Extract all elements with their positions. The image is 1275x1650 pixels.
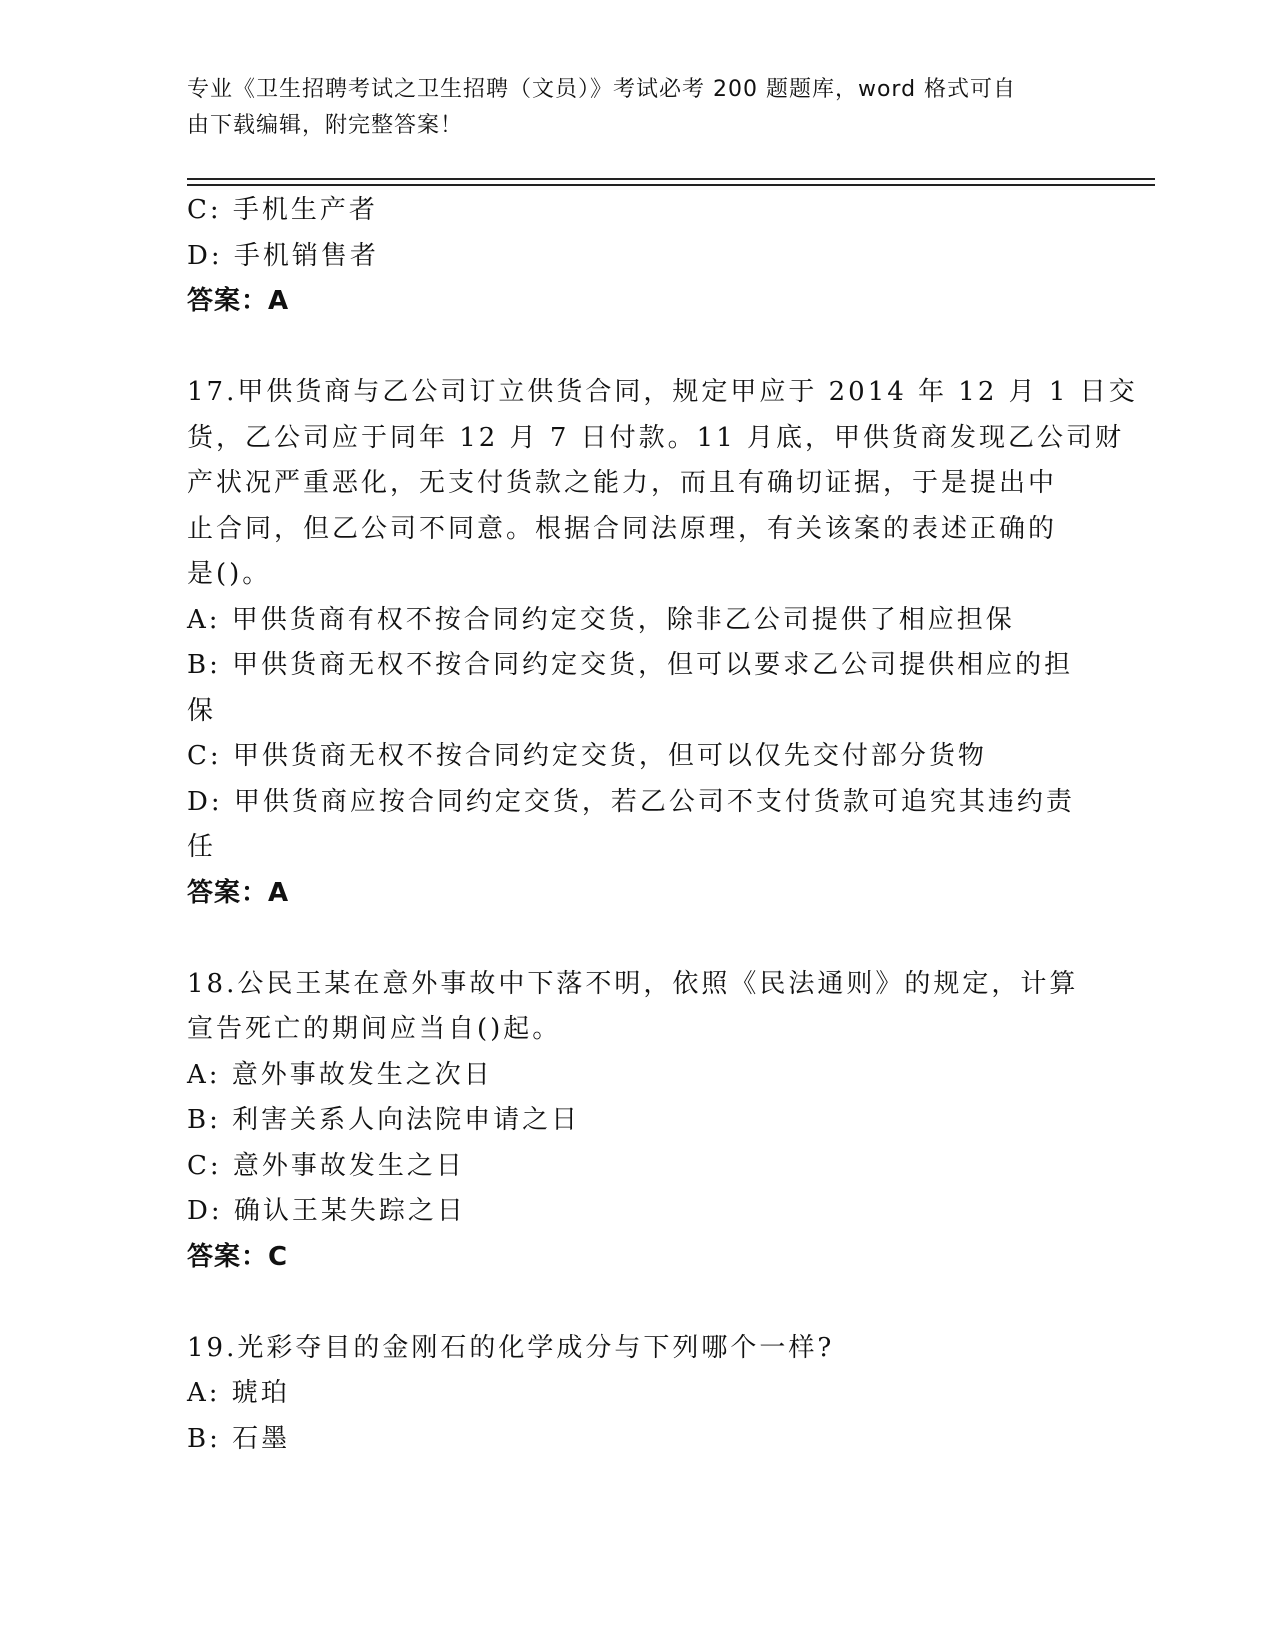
option-a: A: 琥珀 — [187, 1378, 290, 1408]
header-line-1: 专业《卫生招聘考试之卫生招聘（文员）》考试必考 200 题题库，word 格式可自 — [187, 77, 1017, 102]
option-a: A: 甲供货商有权不按合同约定交货，除非乙公司提供了相应担保 — [187, 604, 1015, 635]
previous-question-tail — [187, 188, 1087, 325]
option-c: C: 手机生产者 — [187, 195, 378, 225]
option-a: A: 意外事故发生之次日 — [187, 1059, 493, 1090]
option-d: D: 确认王某失踪之日 — [187, 1196, 466, 1226]
question-stem-line: 产状况严重恶化，无支付货款之能力，而且有确切证据，于是提出中 — [187, 468, 1058, 498]
header-divider-top — [187, 178, 1155, 180]
spacer — [187, 916, 1087, 962]
document-header — [187, 72, 1067, 144]
answer-line: 答案：A — [187, 286, 290, 316]
question-18 — [187, 962, 1087, 1281]
option-b: B: 石墨 — [187, 1423, 291, 1454]
header-divider-bottom — [187, 184, 1155, 186]
question-stem-line: 止合同，但乙公司不同意。根据合同法原理，有关该案的表述正确的 — [187, 513, 1058, 544]
option-b: B: 甲供货商无权不按合同约定交货，但可以要求乙公司提供相应的担 — [187, 650, 1074, 680]
question-stem-line: 19.光彩夺目的金刚石的化学成分与下列哪个一样? — [187, 1332, 835, 1363]
question-19 — [187, 1326, 1087, 1463]
header-line-2: 由下载编辑，附完整答案！ — [187, 113, 464, 138]
option-c: C: 意外事故发生之日 — [187, 1150, 465, 1181]
option-b: B: 利害关系人向法院申请之日 — [187, 1105, 581, 1135]
question-stem-line: 是()。 — [187, 559, 272, 589]
option-b-continued: 保 — [187, 695, 217, 726]
question-stem-line: 货，乙公司应于同年 12 月 7 日付款。11 月底，甲供货商发现乙公司财 — [187, 422, 1125, 453]
option-d: D: 手机销售者 — [187, 240, 379, 271]
spacer — [187, 325, 1087, 371]
question-body — [187, 188, 1138, 1462]
answer-line: 答案：A — [187, 877, 290, 908]
option-c: C: 甲供货商无权不按合同约定交货，但可以仅先交付部分货物 — [187, 741, 987, 771]
spacer — [187, 1280, 1087, 1326]
question-17 — [187, 370, 1138, 916]
option-d-continued: 任 — [187, 832, 217, 862]
option-d: D: 甲供货商应按合同约定交货，若乙公司不支付货款可追究其违约责 — [187, 786, 1075, 817]
answer-line: 答案：C — [187, 1241, 289, 1272]
question-stem-line: 18.公民王某在意外事故中下落不明，依照《民法通则》的规定，计算 — [187, 968, 1079, 999]
question-stem-line: 17.甲供货商与乙公司订立供货合同，规定甲应于 2014 年 12 月 1 日交 — [187, 377, 1138, 407]
question-stem-line: 宣告死亡的期间应当自()起。 — [187, 1014, 562, 1044]
